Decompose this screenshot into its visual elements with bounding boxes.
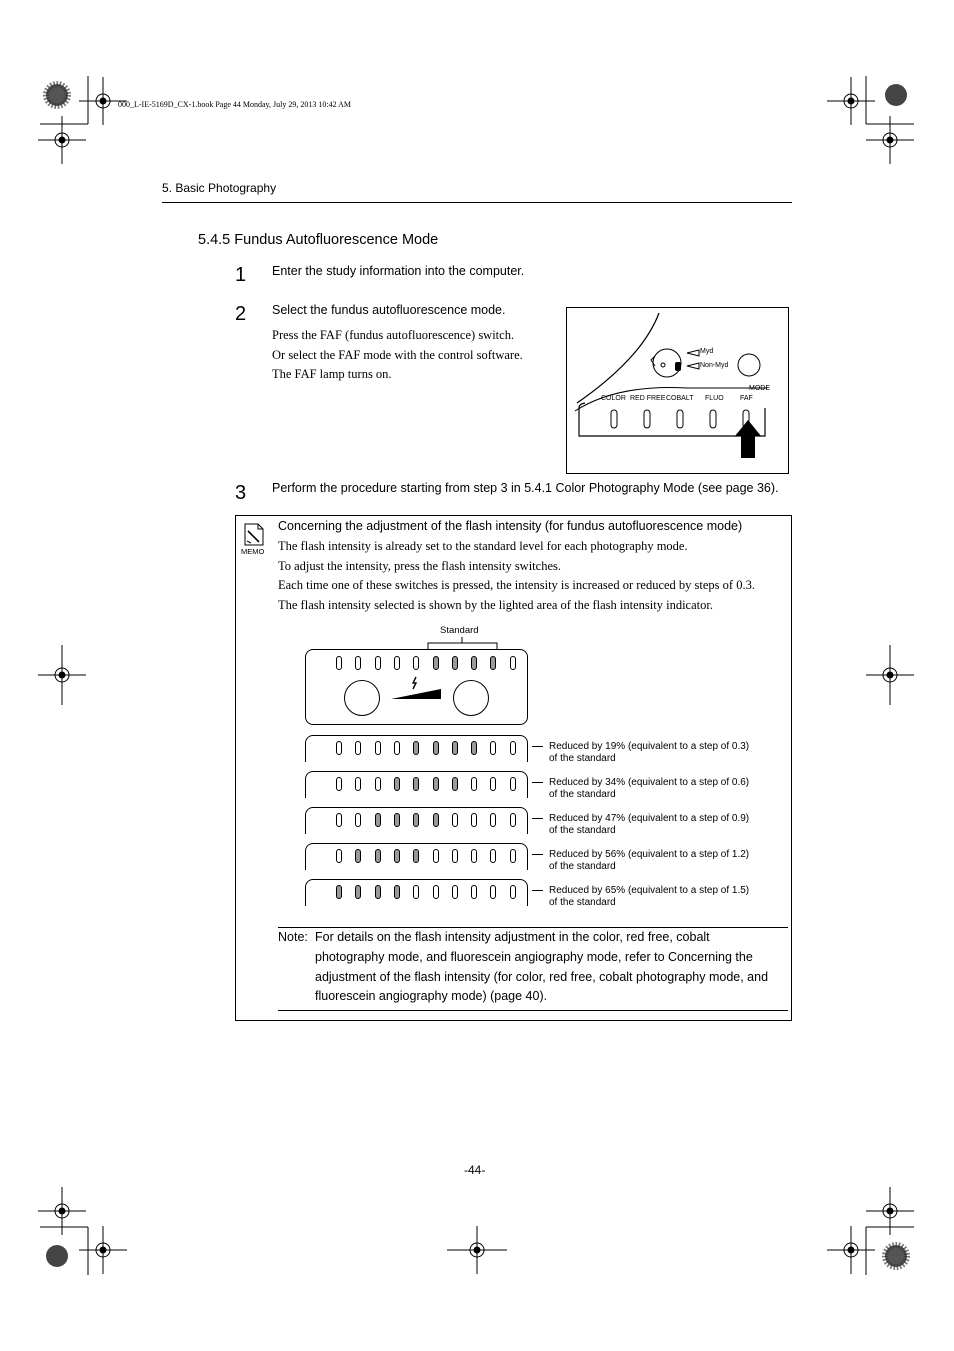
control-panel-figure xyxy=(566,307,789,474)
note xyxy=(278,928,790,1007)
section-heading: 5.4.5 Fundus Autofluorescence Mode xyxy=(198,232,439,248)
intensity-lamp xyxy=(375,885,381,899)
color-target-top-left xyxy=(46,84,68,106)
reduction-label-line: of the standard xyxy=(549,825,616,836)
note-line: adjustment of the flash intensity (for color, red free, cobalt photography mode, and xyxy=(315,969,769,984)
intensity-lamp xyxy=(355,656,361,670)
intensity-lamp xyxy=(355,849,361,863)
intensity-lamp xyxy=(413,656,419,670)
intensity-lamp xyxy=(490,656,496,670)
intensity-lamp xyxy=(394,885,400,899)
intensity-lamp xyxy=(394,849,400,863)
intensity-lamp xyxy=(452,656,458,670)
reduction-label xyxy=(549,813,749,837)
reduced-indicator-panel xyxy=(305,879,528,906)
intensity-lamp xyxy=(394,777,400,791)
intensity-lamp xyxy=(375,741,381,755)
intensity-lamp xyxy=(433,885,439,899)
intensity-lamp xyxy=(394,741,400,755)
intensity-lamp xyxy=(336,849,342,863)
intensity-lamp xyxy=(336,777,342,791)
mode-lamps xyxy=(611,410,749,428)
label-color: COLOR xyxy=(601,395,626,402)
intensity-lamp xyxy=(510,741,516,755)
reduced-lamps xyxy=(336,885,516,901)
arrow-up-icon xyxy=(735,420,761,458)
reduction-label-line: of the standard xyxy=(549,789,616,800)
intensity-lamp xyxy=(394,656,400,670)
step-2-details xyxy=(272,326,557,385)
note-line: photography mode, and fluorescein angiography mode, refer to Concerning the xyxy=(315,949,753,964)
intensity-lamp xyxy=(413,885,419,899)
intensity-lamp xyxy=(375,813,381,827)
reduction-label-line: of the standard xyxy=(549,861,616,872)
label-red-free: RED FREE xyxy=(630,395,666,402)
reduction-label-line: of the standard xyxy=(549,897,616,908)
intensity-lamp xyxy=(452,777,458,791)
leader-line xyxy=(532,746,543,747)
flash-intensity-panel xyxy=(305,649,528,725)
memo-line: Each time one of these switches is pressed, the intensity is increased or reduced by steps of 0.3. xyxy=(278,578,755,593)
reduction-label xyxy=(549,777,749,801)
intensity-lamp xyxy=(413,813,419,827)
step-2-number: 2 xyxy=(235,303,247,325)
memo-title: Concerning the adjustment of the flash intensity (for fundus autofluorescence mode) xyxy=(278,519,743,533)
note-line: fluorescein angiography mode) (page 40). xyxy=(315,989,548,1004)
page-number: -44- xyxy=(464,1163,486,1177)
intensity-lamp xyxy=(375,777,381,791)
memo-body xyxy=(278,537,788,615)
intensity-lamp xyxy=(452,849,458,863)
reduced-lamps xyxy=(336,849,516,865)
intensity-lamp xyxy=(336,813,342,827)
intensity-lamp xyxy=(510,885,516,899)
running-header: 5. Basic Photography xyxy=(162,181,277,195)
pupil-knob-icon xyxy=(651,349,681,377)
label-fluo: FLUO xyxy=(705,395,724,402)
intensity-lamp xyxy=(452,885,458,899)
memo-box xyxy=(235,515,792,1021)
crosshair-top-right-v xyxy=(866,116,914,164)
color-target-bottom-left xyxy=(46,1245,68,1267)
intensity-lamp xyxy=(433,813,439,827)
leader-line xyxy=(532,854,543,855)
intensity-lamp xyxy=(375,849,381,863)
lamp-cobalt xyxy=(677,410,683,428)
step-2-detail-line: Or select the FAF mode with the control software. xyxy=(272,347,523,362)
step-1-text: Enter the study information into the computer. xyxy=(272,264,525,278)
intensity-lamp xyxy=(355,813,361,827)
label-cobalt: COBALT xyxy=(666,395,694,402)
intensity-lamp xyxy=(471,656,477,670)
step-3-text: Perform the procedure starting from step 3 in 5.4.1 Color Photography Mode (see page 36). xyxy=(272,481,779,495)
intensity-lamp xyxy=(336,885,342,899)
step-3-number: 3 xyxy=(235,482,247,504)
intensity-lamp xyxy=(433,741,439,755)
crosshair-mid-left xyxy=(38,645,86,705)
step-1-number: 1 xyxy=(235,264,247,286)
lamp-fluo xyxy=(710,410,716,428)
intensity-lamp xyxy=(413,741,419,755)
step-2-detail-line: Press the FAF (fundus autofluorescence) switch. xyxy=(272,328,515,342)
intensity-lamp xyxy=(490,849,496,863)
reduction-label xyxy=(549,849,749,873)
memo-line: To adjust the intensity, press the flash intensity switches. xyxy=(278,558,561,573)
intensity-lamp xyxy=(490,885,496,899)
step-2-text: Select the fundus autofluorescence mode. xyxy=(272,303,506,317)
memo-line: The flash intensity is already set to the standard level for each photography mode. xyxy=(278,539,688,553)
crosshair-mid-right xyxy=(866,645,914,705)
header-rule xyxy=(162,202,792,203)
label-myd: Myd xyxy=(700,348,714,355)
flash-decrease-button[interactable] xyxy=(344,680,380,716)
memo-line: The flash intensity selected is shown by the lighted area of the flash intensity indicator. xyxy=(278,597,713,612)
intensity-lamp xyxy=(510,813,516,827)
label-mode: MODE xyxy=(749,385,770,392)
intensity-lamp xyxy=(433,777,439,791)
standard-label: Standard xyxy=(440,625,479,636)
intensity-lamp xyxy=(490,777,496,791)
reduction-label-line: Reduced by 65% (equivalent to a step of 1.5) xyxy=(549,885,750,896)
intensity-lamp xyxy=(355,885,361,899)
standard-lamps xyxy=(336,656,496,672)
intensity-lamp xyxy=(471,885,477,899)
crosshair-bottom-right-v xyxy=(866,1187,914,1235)
label-non-myd: Non-Myd xyxy=(700,362,729,369)
intensity-lamp xyxy=(490,741,496,755)
intensity-lamp xyxy=(452,813,458,827)
intensity-lamp xyxy=(471,813,477,827)
flash-increase-button[interactable] xyxy=(453,680,489,716)
intensity-lamp xyxy=(375,656,381,670)
reduction-label-line: Reduced by 47% (equivalent to a step of 0.9) xyxy=(549,813,750,824)
crosshair-top-left-v xyxy=(38,116,86,164)
memo-icon-label: MEMO xyxy=(241,547,265,556)
reduced-lamps xyxy=(336,777,516,793)
intensity-lamp xyxy=(510,656,516,670)
lamp-color xyxy=(611,410,617,428)
intensity-lamp xyxy=(433,849,439,863)
intensity-lamp xyxy=(413,777,419,791)
print-info: 000_L-IE-5169D_CX-1.book Page 44 Monday, July 29, 2013 10:42 AM xyxy=(118,100,352,109)
crosshair-bottom-right-h xyxy=(827,1226,875,1274)
lamp-red-free xyxy=(644,410,650,428)
leader-line xyxy=(532,782,543,783)
crosshair-bottom-center xyxy=(447,1226,507,1274)
intensity-lamp xyxy=(471,741,477,755)
reduction-label-line: Reduced by 56% (equivalent to a step of 1.2) xyxy=(549,849,750,860)
intensity-lamp xyxy=(490,813,496,827)
memo-icon xyxy=(242,523,266,549)
intensity-lamp xyxy=(355,777,361,791)
mode-button xyxy=(738,354,760,376)
leader-line xyxy=(532,890,543,891)
crosshair-bottom-left-h xyxy=(79,1226,127,1274)
reduction-label-line: of the standard xyxy=(549,753,616,764)
intensity-lamp xyxy=(471,777,477,791)
crosshair-top-right-h xyxy=(827,77,875,125)
label-faf: FAF xyxy=(740,395,753,402)
intensity-lamp xyxy=(355,741,361,755)
step-2-detail-line: The FAF lamp turns on. xyxy=(272,367,392,382)
note-prefix: Note: xyxy=(278,930,308,944)
intensity-lamp xyxy=(394,813,400,827)
reduced-lamps xyxy=(336,813,516,829)
flash-intensity-icon xyxy=(389,675,444,701)
reduced-indicator-panel xyxy=(305,843,528,870)
reduced-lamps xyxy=(336,741,516,757)
intensity-lamp xyxy=(433,656,439,670)
intensity-lamp xyxy=(413,849,419,863)
note-bottom-rule xyxy=(278,1010,788,1011)
intensity-lamp xyxy=(336,741,342,755)
reduction-label xyxy=(549,741,749,765)
intensity-lamp xyxy=(471,849,477,863)
intensity-lamp xyxy=(510,777,516,791)
color-target-top-right xyxy=(885,84,907,106)
reduction-label-line: Reduced by 34% (equivalent to a step of 0.6) xyxy=(549,777,750,788)
reduced-indicator-panel xyxy=(305,735,528,762)
color-target-bottom-right xyxy=(885,1245,907,1267)
crosshair-bottom-left-v xyxy=(38,1187,86,1235)
reduction-label xyxy=(549,885,749,909)
intensity-lamp xyxy=(452,741,458,755)
reduced-indicator-panel xyxy=(305,771,528,798)
note-line: For details on the flash intensity adjustment in the color, red free, cobalt xyxy=(315,930,710,944)
intensity-lamp xyxy=(336,656,342,670)
reduction-label-line: Reduced by 19% (equivalent to a step of 0.3) xyxy=(549,741,750,752)
leader-line xyxy=(532,818,543,819)
reduced-indicator-panel xyxy=(305,807,528,834)
intensity-lamp xyxy=(510,849,516,863)
